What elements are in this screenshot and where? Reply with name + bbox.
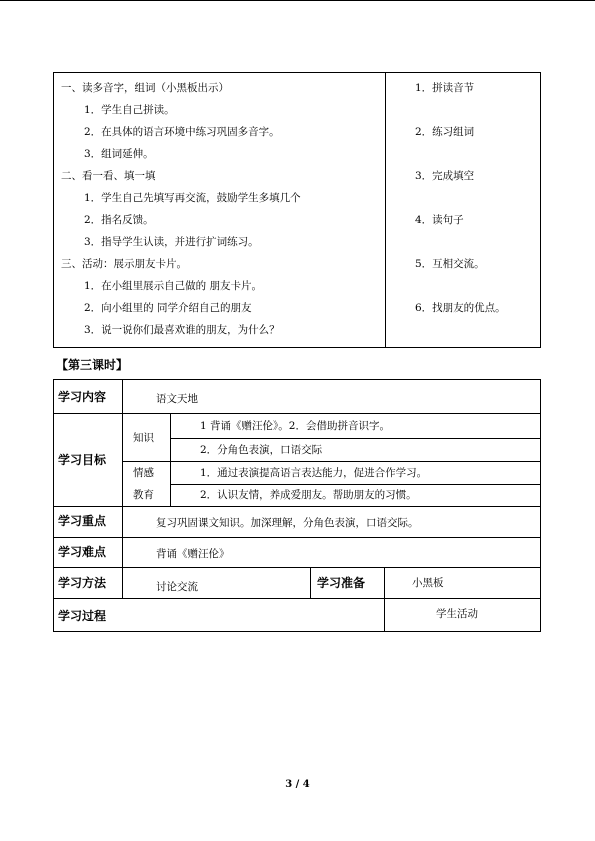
goals-label: 学习目标 (58, 453, 107, 467)
emotion-label: 教育 (133, 489, 154, 501)
emotion-label: 情感 (133, 467, 154, 479)
teacher-step: 2．在具体的语言环境中练习巩固多音字。 (84, 126, 280, 138)
emotion-item: 2．认识友情，养成爱朋友。帮助朋友的习惯。 (200, 489, 417, 501)
student-step: 5．互相交流。 (415, 258, 485, 270)
teacher-step: 1．在小组里展示自己做的 朋友卡片。 (84, 280, 263, 292)
student-step: 4．读句子 (415, 214, 464, 226)
row-rule (170, 484, 540, 485)
teacher-step: 一、读多音字，组词（小黑板出示） (61, 82, 229, 94)
row-rule (54, 567, 540, 568)
process-label: 学习过程 (58, 609, 107, 623)
teacher-step: 1．学生自己拼读。 (84, 104, 175, 116)
teacher-step: 2．向小组里的 同学介绍自己的朋友 (84, 302, 252, 314)
column-divider (385, 73, 386, 347)
row-rule (54, 506, 540, 507)
lesson-plan-table (53, 379, 541, 632)
difficulty-label: 学习难点 (58, 545, 107, 559)
content-value: 语文天地 (156, 393, 198, 405)
student-step: 3．完成填空 (415, 170, 475, 182)
prep-label: 学习准备 (317, 576, 366, 590)
header-rule (0, 0, 595, 1)
knowledge-label: 知识 (133, 432, 154, 444)
teacher-step: 2．指名反馈。 (84, 214, 154, 226)
focus-value: 复习巩固课文知识。加深理解，分角色表演，口语交际。 (156, 517, 419, 529)
teacher-step: 3．指导学生认读，并进行扩词练习。 (84, 236, 259, 248)
lesson-activities-table (53, 72, 541, 348)
row-rule (122, 461, 540, 462)
teacher-step: 二、看一看、填一填 (61, 170, 156, 182)
method-value: 讨论交流 (156, 581, 198, 593)
row-rule (54, 537, 540, 538)
col-rule (170, 413, 171, 506)
knowledge-item: 2．分角色表演，口语交际 (200, 444, 323, 456)
teacher-step: 3．组词延伸。 (84, 148, 154, 160)
col-rule (384, 567, 385, 631)
col-rule (122, 380, 123, 598)
emotion-item: 1．通过表演提高语言表达能力，促进合作学习。 (200, 467, 428, 479)
method-label: 学习方法 (58, 576, 107, 590)
student-activity-label: 学生活动 (436, 608, 478, 620)
page-number: 3 / 4 (285, 779, 310, 790)
student-step: 6．找朋友的优点。 (415, 302, 506, 314)
teacher-step: 三、活动：展示朋友卡片。 (61, 258, 187, 270)
difficulty-value: 背诵《赠汪伦》 (156, 548, 230, 560)
section-title: 【第三课时】 (56, 358, 129, 372)
row-rule (54, 413, 540, 414)
col-rule (310, 567, 311, 598)
prep-value: 小黑板 (412, 577, 444, 589)
teacher-step: 3．说一说你们最喜欢谁的朋友，为什么？ (84, 324, 280, 336)
row-rule (170, 438, 540, 439)
student-step: 2．练习组词 (415, 126, 475, 138)
focus-label: 学习重点 (58, 514, 107, 528)
content-label: 学习内容 (58, 390, 107, 404)
knowledge-item: 1 背诵《赠汪伦》。2．会借助拼音识字。 (200, 420, 390, 432)
row-rule (54, 598, 540, 599)
teacher-step: 1．学生自己先填写再交流，鼓励学生多填几个 (84, 192, 301, 204)
student-step: 1．拼读音节 (415, 82, 475, 94)
